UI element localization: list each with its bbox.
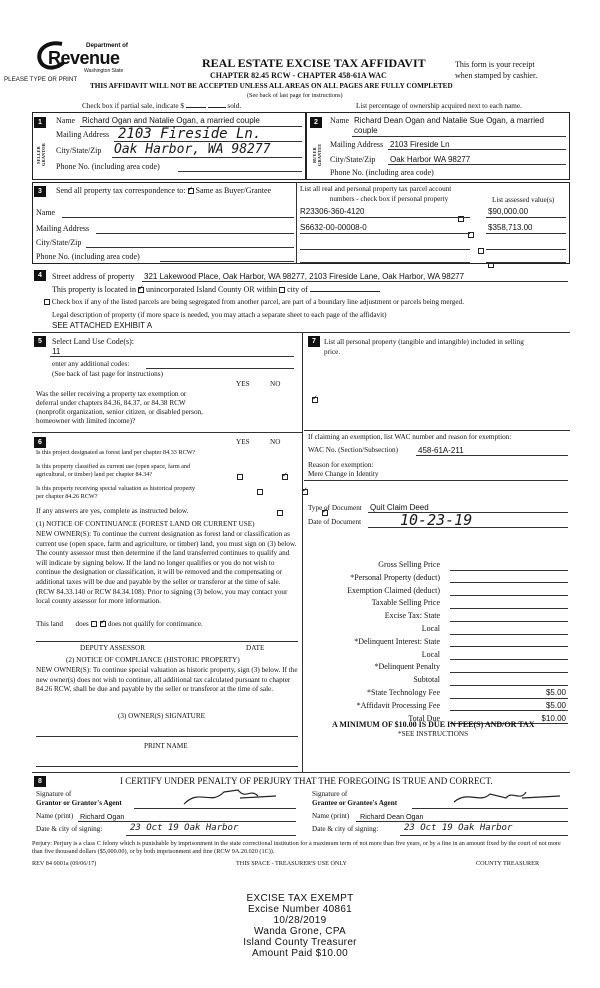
continuance-title: (1) NOTICE OF CONTINUANCE (FOREST LAND OR CURRENT USE)	[36, 520, 255, 528]
grantor-sig-label: Signature of	[36, 790, 72, 798]
this-land-text	[36, 620, 203, 628]
doc-type-value: Quit Claim Deed	[370, 503, 429, 512]
section-2-number: 2	[310, 117, 322, 128]
grantor-name-label: Name (print)	[36, 812, 74, 820]
s5-question-4: homeowner with limited income)?	[36, 417, 136, 425]
s6-q2-no-checkbox[interactable]	[302, 489, 308, 495]
doc-date-value: 10-23-19	[400, 511, 473, 529]
grantor-label: Grantor or Grantor's Agent	[36, 799, 122, 807]
assessed-header: List assessed value(s)	[492, 196, 555, 204]
s5-see-back: (See back of last page for instructions)	[52, 370, 163, 378]
same-as-buyer-text: Same as Buyer/Grantee	[195, 186, 272, 195]
section-6-number: 6	[34, 437, 46, 448]
s1-mailing-label: Mailing Address	[56, 130, 110, 139]
s6-q3a: Is this property receiving special valuation as historical property	[36, 485, 196, 492]
section-8-number: 8	[34, 776, 46, 787]
this-land-label: This land	[36, 620, 63, 628]
parcel-value-2: $358,713.00	[488, 223, 533, 232]
s3-phone-label: Phone No. (including area code)	[36, 252, 140, 261]
see-instructions: *SEE INSTRUCTIONS	[398, 730, 469, 738]
reason-value: Mere Change in Identity	[308, 470, 379, 478]
tax-row-label: *Affidavit Processing Fee	[356, 700, 440, 710]
tax-row-line	[450, 646, 568, 647]
s3-send-label	[56, 186, 271, 195]
unincorporated-checkbox[interactable]	[138, 287, 144, 293]
personal-property-2: price.	[324, 348, 341, 356]
tax-row-line	[450, 685, 568, 686]
land-use-label: Select Land Use Code(s):	[52, 337, 134, 346]
stamp-line-6: Amount Paid $10.00	[251, 948, 349, 959]
tax-row-label: *State Technology Fee	[366, 688, 440, 697]
parcel-4-personal-checkbox[interactable]	[488, 262, 494, 268]
does-checkbox[interactable]	[91, 621, 97, 627]
tax-row-label: *Personal Property (deduct)	[350, 572, 440, 582]
wac-label: WAC No. (Section/Subsection)	[308, 446, 399, 454]
partial-sale-text: Check box if partial sale, indicate $	[82, 102, 184, 110]
s5-no: NO	[270, 380, 281, 388]
doc-date-label: Date of Document	[308, 518, 362, 526]
parcel-value-1: $90,000.00	[488, 207, 529, 216]
stamp-line-4: Wanda Grone, CPA	[253, 926, 347, 937]
reason-label: Reason for exemption:	[308, 461, 374, 469]
s6-q2-yes-checkbox[interactable]	[257, 489, 263, 495]
treasurer-stamp	[200, 893, 400, 959]
s1-city-label: City/State/Zip	[56, 146, 102, 155]
s6-q3b: per chapter 84.26 RCW?	[36, 493, 98, 500]
s5-no-checkbox[interactable]	[312, 397, 318, 403]
form-chapter: CHAPTER 82.45 RCW - CHAPTER 458-61A WAC	[210, 71, 387, 80]
s5-question-3: (nonprofit organization, senior citizen, or disabled person,	[36, 408, 203, 416]
s2-city-label: City/State/Zip	[330, 155, 376, 164]
please-type: PLEASE TYPE OR PRINT	[4, 76, 78, 83]
legal-value: SEE ATTACHED EXHIBIT A	[52, 321, 153, 330]
land-use-value: 11	[52, 347, 61, 356]
perjury-text: Perjury: Perjury is a class C felony which is punishable by imprisonment in the state correctional institution for a maximum term of not more than five years, or by a fine in an amount fixed by the court of not more than five thousand dollars ($5,000.00), or by both imprisonment and fine (RCW 9A.20.020 (1C)).	[32, 840, 561, 855]
s2-phone-label: Phone No. (including area code)	[330, 168, 434, 177]
s1-city-value: Oak Harbor, WA 98277	[114, 142, 271, 157]
city-of-label: city of	[287, 285, 308, 294]
logo-state: Washington State	[84, 68, 124, 74]
deputy-assessor: DEPUTY ASSESSOR	[80, 644, 146, 652]
receipt-line-2: when stamped by cashier.	[455, 71, 538, 80]
s6-q2a: Is this property classified as current use (open space, farm and	[36, 463, 191, 470]
grantee-label: Grantee or Grantee's Agent	[312, 799, 398, 807]
s5-yes: YES	[236, 380, 250, 388]
tax-row-label: Excise Tax: State	[384, 611, 440, 621]
s1-mailing-value: 2103 Fireside Ln.	[118, 126, 262, 142]
partial-sale-label	[82, 102, 241, 110]
tax-row-line	[450, 608, 568, 609]
s6-q3-no-checkbox[interactable]	[322, 510, 328, 516]
seller-grantor-label: SELLER GRANTOR	[36, 143, 46, 167]
grantor-date-label: Date & city of signing:	[36, 825, 103, 833]
tax-row-line	[450, 570, 568, 571]
grantee-sig-label: Signature of	[312, 790, 348, 798]
tax-row-line	[450, 710, 568, 711]
tax-row-label: Local	[421, 624, 440, 633]
compliance-title: (2) NOTICE OF COMPLIANCE (HISTORIC PROPERTY)	[66, 656, 240, 664]
tax-row-line	[450, 582, 568, 583]
segregated-checkbox[interactable]	[44, 299, 50, 305]
s2-name-label: Name	[330, 116, 350, 125]
if-yes-text: If any answers are yes, complete as instructed below.	[36, 507, 189, 515]
grantee-name-label: Name (print)	[312, 812, 350, 820]
tax-row-line	[450, 595, 568, 596]
exemption-label: If claiming an exemption, list WAC number and reason for exemption:	[308, 433, 512, 441]
grantor-name-value: Richard Ogan	[80, 812, 125, 821]
stamp-line-5: Island County Treasurer	[243, 937, 357, 948]
grantee-signature-scribble	[450, 786, 570, 808]
personal-property-1: List all personal property (tangible and intangible) included in selling	[324, 338, 524, 346]
street-label: Street address of property	[52, 272, 135, 281]
tax-row-line	[450, 659, 568, 660]
wac-value: 458-61A-211	[418, 446, 464, 455]
s2-name-value-1: Richard Dean Ogan and Natalie Sue Ogan, a married	[354, 116, 544, 125]
s6-q1: Is this project designated as forest land per chapter 84.33 RCW?	[36, 449, 196, 456]
logo-word: Revenue	[48, 48, 120, 68]
tax-row-line	[450, 698, 568, 699]
tax-row-label: Total Due	[408, 713, 440, 723]
s6-q1-yes-checkbox[interactable]	[237, 474, 243, 480]
grantee-date-label: Date & city of signing:	[312, 825, 379, 833]
s1-name-label: Name	[56, 116, 76, 125]
segregated-label: Check box if any of the listed parcels are being segregated from another parcel, are part of a boundary line adjustment or parcels being merged.	[51, 298, 464, 306]
grantor-date-value: 23 Oct 19 Oak Harbor	[130, 823, 239, 833]
located-text	[52, 285, 380, 294]
does-label: does	[75, 620, 89, 628]
s1-phone-label: Phone No. (including area code)	[56, 162, 160, 171]
tax-row-value: $5.00	[545, 688, 566, 697]
s1-name-value: Richard Ogan and Natalie Ogan, a married couple	[82, 116, 260, 125]
tax-row-line	[450, 672, 568, 673]
receipt-line-1: This form is your receipt	[455, 60, 535, 69]
tax-row-value: $5.00	[545, 700, 566, 710]
stamp-line-3: 10/28/2019	[273, 915, 327, 926]
tax-row-value: $10.00	[541, 713, 566, 723]
send-correspondence-text: Send all property tax correspondence to:	[56, 186, 186, 195]
warning-text: THIS AFFIDAVIT WILL NOT BE ACCEPTED UNLESS ALL AREAS ON ALL PAGES ARE FULLY COMPLETED	[90, 82, 453, 90]
minimum-due: A MINIMUM OF $10.00 IS DUE IN FEE(S) AND/OR TAX	[332, 720, 535, 729]
stamp-line-2: Excise Number 40861	[247, 904, 353, 915]
additional-codes-label: enter any additional codes:	[52, 360, 130, 368]
section-3-number: 3	[34, 186, 46, 197]
section-5-number: 5	[34, 336, 46, 347]
treasurer-space: THIS SPACE - TREASURER'S USE ONLY	[236, 860, 348, 867]
tax-row-label: *Delinquent Penalty	[374, 662, 440, 672]
county-treasurer: COUNTY TREASURER	[476, 860, 540, 867]
located-label: This property is located in	[52, 285, 136, 294]
legal-label: Legal description of property (if more space is needed, you may attach a separate sheet to each page of the affidavit)	[52, 311, 387, 319]
s6-no: NO	[270, 438, 281, 446]
s2-mailing-label: Mailing Address	[330, 140, 384, 149]
form-title: REAL ESTATE EXCISE TAX AFFIDAVIT	[202, 56, 426, 70]
owner-signature: (3) OWNER(S) SIGNATURE	[118, 712, 206, 720]
s2-name-value-2: couple	[354, 126, 378, 135]
parcel-number-1: R23306-360-4120	[300, 207, 365, 216]
assessor-date: DATE	[246, 644, 265, 652]
see-back-header: (See back of last page for instructions)	[247, 92, 343, 99]
parcel-header-1: List all real and personal property tax parcel account	[300, 185, 452, 193]
segregated-text	[44, 298, 572, 306]
s6-q2b: agricultural, or timber) land per chapter 84.34?	[36, 471, 153, 478]
tax-row-label: Gross Selling Price	[378, 560, 440, 569]
s6-yes: YES	[236, 438, 250, 446]
dor-logo	[34, 38, 130, 78]
tax-row-label: Taxable Selling Price	[371, 598, 440, 608]
doc-type-label: Type of Document	[308, 504, 362, 512]
grantee-date-value: 23 Oct 19 Oak Harbor	[404, 823, 513, 833]
city-of-checkbox[interactable]	[279, 287, 285, 293]
compliance-text: NEW OWNER(S): To continue special valuation as historic property, sign (3) below. If the new owner(s) does not wish to continue, all additional tax calculated pursuant to chapter 84.26 RCW, shall be due and payable by the seller or transferor at the time of sale.	[36, 666, 298, 694]
continuance-text: NEW OWNER(S): To continue the current designation as forest land or classification as current use (open space, farm and agriculture, or timber) land, you must sign on (3) below. The county assessor must then determine if the land transferred continues to qualify and will indicate by signing below. If the land no longer qualifies or you do not wish to continue the designation or classification, it will be removed and the compensating or additional taxes will be due and payable by the seller or transferor at the time of sale. (RCW 84.33.140 or RCW 84.34.108). Prior to signing (3) below, you may contact your local county assessor for more information.	[36, 530, 297, 606]
tax-row-line	[450, 634, 568, 635]
tax-row-label: Subtotal	[413, 675, 440, 685]
same-as-buyer-checkbox[interactable]	[188, 188, 194, 194]
ownership-text: List percentage of ownership acquired next to each name.	[356, 102, 522, 110]
s2-mailing-value: 2103 Fireside Ln	[390, 140, 450, 149]
s5-question-1: Was the seller receiving a property tax exemption or	[36, 390, 187, 398]
tax-row-label: Exemption Claimed (deduct)	[347, 585, 440, 595]
s6-q3-yes-checkbox[interactable]	[277, 510, 283, 516]
s6-q1-no-checkbox[interactable]	[282, 474, 288, 480]
parcel-header-2: numbers - check box if personal property	[329, 195, 449, 203]
unincorporated-label: unincorporated Island County OR within	[145, 285, 278, 294]
does-not-checkbox[interactable]	[100, 621, 106, 627]
sold-text: sold.	[227, 102, 242, 110]
s3-city-label: City/State/Zip	[36, 238, 82, 247]
print-name: PRINT NAME	[144, 742, 188, 750]
does-not-label: does not qualify for continuance.	[107, 620, 203, 628]
buyer-grantee-label: BUYER GRANTEE	[312, 143, 322, 167]
logo-dept: Department of	[86, 42, 128, 49]
s3-mailing-label: Mailing Address	[36, 224, 90, 233]
s3-name-label: Name	[36, 208, 56, 217]
grantee-name-value: Richard Dean Ogan	[360, 812, 424, 821]
tax-row-line	[450, 621, 568, 622]
section-7-number: 7	[308, 336, 320, 347]
tax-row-label: Local	[421, 649, 440, 659]
grantor-signature-scribble	[180, 786, 290, 808]
tax-row-label: *Delinquent Interest: State	[354, 636, 440, 646]
stamp-line-1: EXCISE TAX EXEMPT	[246, 893, 354, 904]
section-1-number: 1	[34, 117, 46, 128]
s5-question-2: deferral under chapters 84.36, 84.37, or 84.38 RCW	[36, 399, 186, 407]
section-4-number: 4	[34, 270, 46, 281]
parcel-number-2: S6632-00-00008-0	[300, 223, 367, 232]
parcel-3-personal-checkbox[interactable]	[478, 248, 484, 254]
certify-text: I CERTIFY UNDER PENALTY OF PERJURY THAT THE FOREGOING IS TRUE AND CORRECT.	[120, 776, 493, 786]
street-value: 321 Lakewood Place, Oak Harbor, WA 98277, 2103 Fireside Lane, Oak Harbor, WA 98277	[144, 272, 465, 281]
form-revision: REV 84 0001a (09/06/17)	[32, 860, 97, 867]
s2-city-value: Oak Harbor WA 98277	[390, 155, 471, 164]
